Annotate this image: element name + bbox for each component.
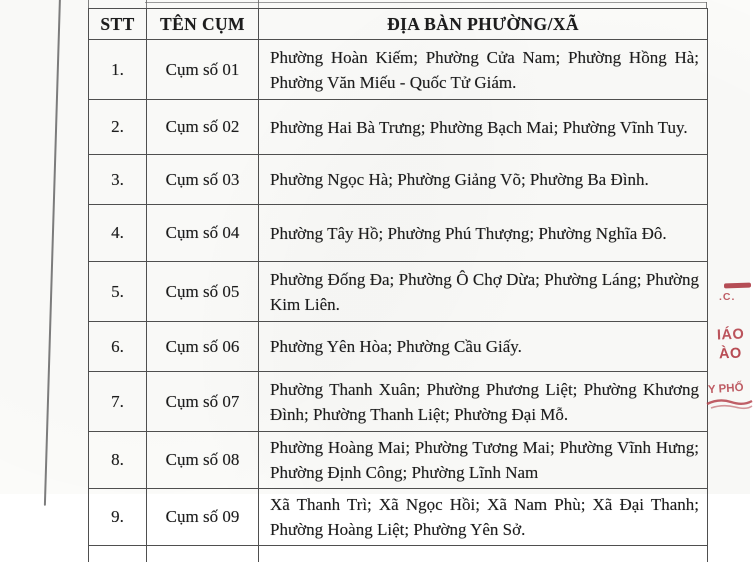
- stt-cell: [89, 546, 147, 562]
- wards-cell: Phường Hoàn Kiếm; Phường Cửa Nam; Phường Hồng Hà; Phường Văn Miếu - Quốc Tử Giám.: [259, 40, 708, 100]
- stt-cell: 4.: [89, 205, 147, 262]
- stt-cell: 3.: [89, 155, 147, 205]
- wards-cell: Phường Hoàng Mai; Phường Tương Mai; Phường Vĩnh Hưng; Phường Định Công; Phường Lĩnh Nam: [259, 432, 708, 489]
- table-row: [89, 372, 708, 432]
- cluster-name-cell: Cụm số 04: [147, 205, 259, 262]
- cluster-name-cell: [147, 546, 259, 562]
- table-row: [89, 262, 708, 322]
- header-stt: STT: [89, 9, 147, 40]
- table-row: [89, 40, 708, 100]
- table-header-row: [89, 9, 708, 40]
- stamp-text-fragment: Y PHỐ: [708, 382, 744, 396]
- wards-cell: Phường Đống Đa; Phường Ô Chợ Dừa; Phường Láng; Phường Kim Liên.: [259, 262, 708, 322]
- previous-row-border-fragment: [145, 2, 707, 3]
- header-cluster-name: TÊN CỤM: [147, 9, 259, 40]
- stt-cell: 5.: [89, 262, 147, 322]
- clusters-table: [88, 8, 708, 562]
- page-margin-line: [44, 0, 61, 506]
- cluster-name-cell: Cụm số 09: [147, 489, 259, 546]
- stt-cell: 9.: [89, 489, 147, 546]
- stamp-text-fragment: ÀO: [719, 346, 742, 363]
- wards-cell: Phường Thanh Xuân; Phường Phương Liệt; Phường Khương Đình; Phường Thanh Liệt; Phường Đại Mỗ.: [259, 372, 708, 432]
- stt-cell: 8.: [89, 432, 147, 489]
- stt-cell: 7.: [89, 372, 147, 432]
- stamp-text-fragment: IÁO: [717, 327, 745, 344]
- wards-cell: Phường Hai Bà Trưng; Phường Bạch Mai; Phường Vĩnh Tuy.: [259, 100, 708, 155]
- stamp-bar: [724, 283, 751, 289]
- table-row-partial: [89, 546, 708, 562]
- table-row: [89, 432, 708, 489]
- table-row: [89, 155, 708, 205]
- cluster-name-cell: Cụm số 02: [147, 100, 259, 155]
- stt-cell: 1.: [89, 40, 147, 100]
- table-row: [89, 100, 708, 155]
- cluster-name-cell: Cụm số 07: [147, 372, 259, 432]
- table-row: [89, 489, 708, 546]
- wards-cell: Phường Ngọc Hà; Phường Giảng Võ; Phường Ba Đình.: [259, 155, 708, 205]
- stamp-text-fragment: .C.: [719, 291, 735, 303]
- cluster-name-cell: Cụm số 01: [147, 40, 259, 100]
- wards-cell: Phường Tây Hồ; Phường Phú Thượng; Phường Nghĩa Đô.: [259, 205, 708, 262]
- stamp-wavy-underline: [705, 396, 753, 410]
- header-wards-area: ĐỊA BÀN PHƯỜNG/XÃ: [259, 9, 708, 40]
- table-row: [89, 205, 708, 262]
- cluster-name-cell: Cụm số 08: [147, 432, 259, 489]
- wards-cell: [259, 546, 708, 562]
- stt-cell: 6.: [89, 322, 147, 372]
- cluster-name-cell: Cụm số 05: [147, 262, 259, 322]
- cluster-name-cell: Cụm số 03: [147, 155, 259, 205]
- wards-cell: Xã Thanh Trì; Xã Ngọc Hồi; Xã Nam Phù; Xã Đại Thanh; Phường Hoàng Liệt; Phường Yên Sở.: [259, 489, 708, 546]
- cluster-name-cell: Cụm số 06: [147, 322, 259, 372]
- stt-cell: 2.: [89, 100, 147, 155]
- table-row: [89, 322, 708, 372]
- wards-cell: Phường Yên Hòa; Phường Cầu Giấy.: [259, 322, 708, 372]
